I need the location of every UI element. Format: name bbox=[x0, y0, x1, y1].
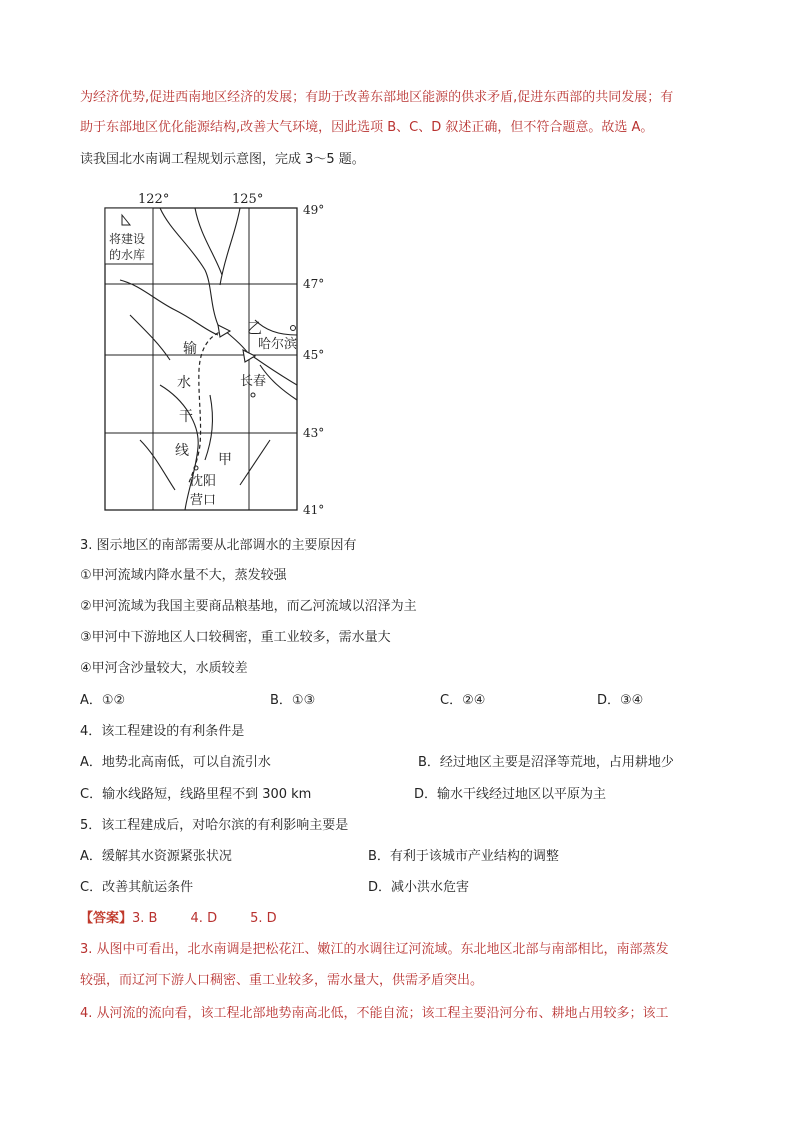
place-jia: 甲 bbox=[218, 452, 232, 468]
q4-option-d: D．输水干线经过地区以平原为主 bbox=[414, 787, 607, 802]
intro-line-2: 助于东部地区优化能源结构,改善大气环境，因此选项 B、C、D 叙述正确，但不符合题意。故选 A。 bbox=[80, 120, 654, 135]
q5-option-c: C．改善其航运条件 bbox=[80, 880, 194, 895]
place-harbin: 哈尔滨 bbox=[258, 337, 298, 352]
water-diversion-map bbox=[100, 185, 330, 520]
canal-label-char: 干 bbox=[179, 409, 193, 425]
answer-line bbox=[80, 909, 277, 929]
lat-label-47: 47° bbox=[303, 277, 325, 291]
lat-label-43: 43° bbox=[303, 426, 325, 440]
q3-item: ④甲河含沙量较大，水质较差 bbox=[80, 661, 248, 676]
q5-option-d: D．减小洪水危害 bbox=[368, 880, 470, 895]
q3-option-d: D．③④ bbox=[597, 693, 644, 708]
canal-label-char: 水 bbox=[177, 375, 191, 391]
legend-line-1: 将建设 bbox=[109, 232, 146, 246]
place-shenyang: 沈阳 bbox=[190, 474, 217, 489]
place-yi: 乙 bbox=[247, 319, 263, 337]
lon-label-122: 122° bbox=[138, 192, 170, 207]
q3-stem: 3. 图示地区的南部需要从北部调水的主要原因有 bbox=[80, 538, 357, 553]
q3-option-c: C．②④ bbox=[440, 693, 486, 708]
answer-tag: 【答案】 bbox=[80, 911, 133, 926]
lat-label-49: 49° bbox=[303, 203, 325, 217]
q4-option-c: C．输水线路短，线路里程不到 300 km bbox=[80, 787, 312, 802]
q5-stem: 5．该工程建成后，对哈尔滨的有利影响主要是 bbox=[80, 818, 349, 833]
explanation-3-line-2: 较强，而辽河下游人口稠密、重工业较多，需水量大，供需矛盾突出。 bbox=[80, 973, 484, 988]
legend-line-2: 的水库 bbox=[109, 248, 146, 262]
q3-item: ②甲河流域为我国主要商品粮基地，而乙河流域以沼泽为主 bbox=[80, 599, 417, 614]
q4-stem: 4．该工程建设的有利条件是 bbox=[80, 724, 245, 739]
canal-label-char: 线 bbox=[175, 443, 189, 459]
q3-item: ①甲河流域内降水量不大，蒸发较强 bbox=[80, 568, 287, 583]
q3-option-a: A．①② bbox=[80, 693, 126, 708]
explanation-3-line-1: 3. 从图中可看出，北水南调是把松花江、嫩江的水调往辽河流域。东北地区北部与南部相比，南部蒸发 bbox=[80, 942, 669, 957]
canal-label-char: 输 bbox=[183, 341, 197, 357]
lon-label-125: 125° bbox=[232, 192, 264, 207]
changchun-dot bbox=[251, 393, 255, 397]
q3-option-b: B．①③ bbox=[270, 693, 316, 708]
question-prompt: 读我国北水南调工程规划示意图，完成 3～5 题。 bbox=[80, 152, 365, 167]
lat-label-41: 41° bbox=[303, 503, 325, 517]
intro-line-1: 为经济优势,促进西南地区经济的发展；有助于改善东部地区能源的供求矛盾,促进东西部的共同发展；有 bbox=[80, 90, 674, 105]
reservoir-icon bbox=[218, 325, 230, 337]
q5-option-a: A．缓解其水资源紧张状况 bbox=[80, 849, 232, 864]
lat-label-45: 45° bbox=[303, 348, 325, 362]
q3-item: ③甲河中下游地区人口较稠密，重工业较多，需水量大 bbox=[80, 630, 391, 645]
explanation-4-line-1: 4. 从河流的流向看，该工程北部地势南高北低，不能自流；该工程主要沿河分布、耕地占用较多；该工 bbox=[80, 1006, 669, 1021]
q4-option-a: A．地势北高南低，可以自流引水 bbox=[80, 755, 271, 770]
answer-values: 3. B 4. D 5. D bbox=[132, 911, 277, 926]
harbin-dot bbox=[291, 326, 296, 331]
q4-option-b: B．经过地区主要是沼泽等荒地，占用耕地少 bbox=[418, 755, 674, 770]
place-yingkou: 营口 bbox=[190, 493, 217, 508]
place-changchun: 长春 bbox=[240, 374, 267, 389]
q5-option-b: B．有利于该城市产业结构的调整 bbox=[368, 849, 559, 864]
